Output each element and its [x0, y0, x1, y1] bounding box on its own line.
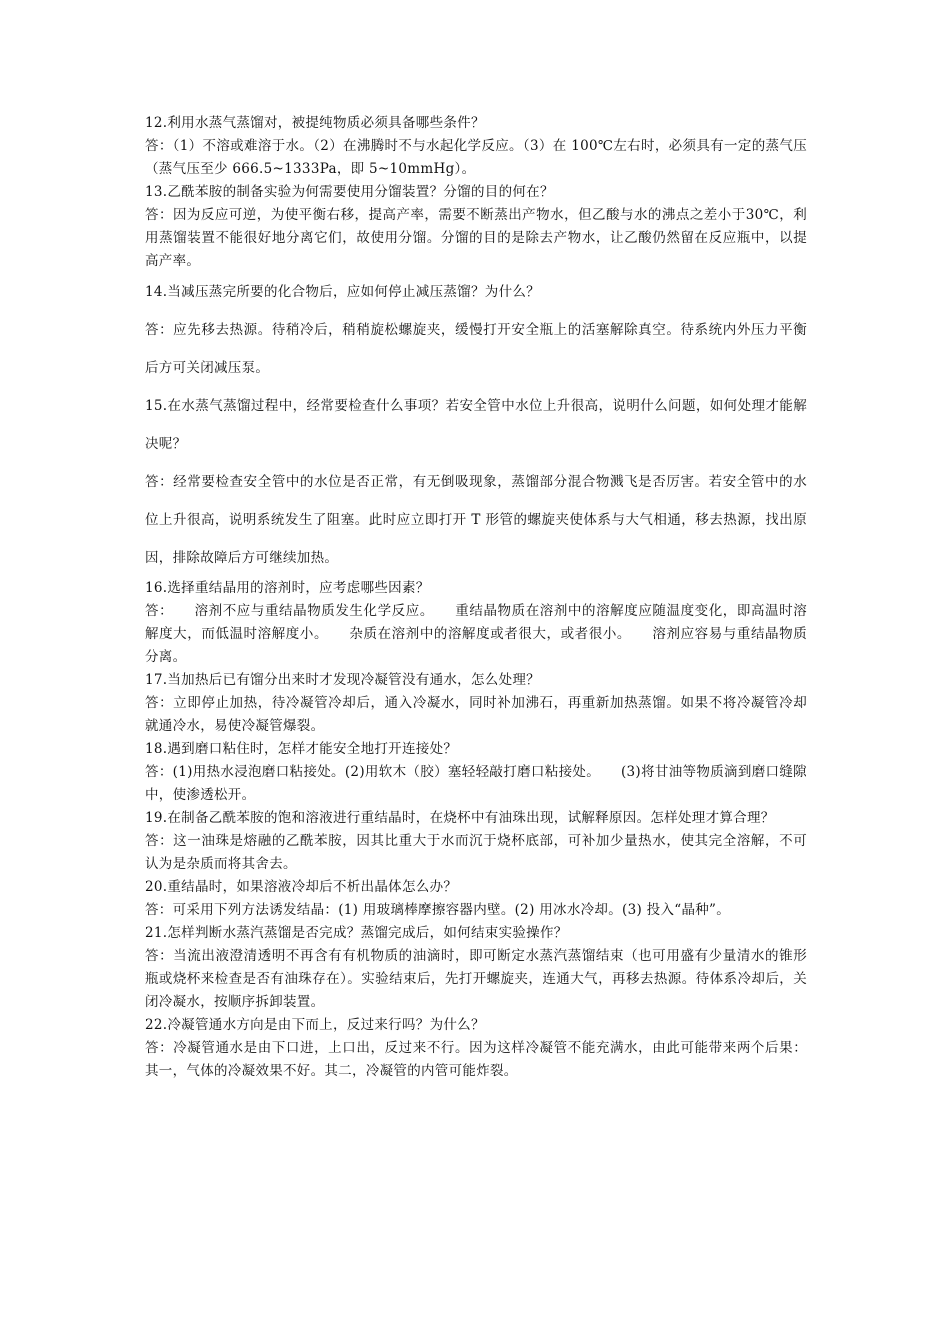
answer-text: 答：当流出液澄清透明不再含有有机物质的油滴时，即可断定水蒸汽蒸馏结束（也可用盛有少量清水的锥形瓶或烧杯来检查是否有油珠存在）。实验结束后，先打开螺旋夹，连通大气，再移去热源。待体系冷却后，关闭冷凝水，按顺序拆卸装置。	[145, 948, 807, 1010]
qa-item-15	[145, 387, 807, 577]
answer-text: 答： 溶剂不应与重结晶物质发生化学反应。 重结晶物质在溶剂中的溶解度应随温度变化，即高温时溶解度大，而低温时溶解度小。 杂质在溶剂中的溶解度或者很大，或者很小。 溶剂应容易与重结晶物质分离。	[145, 603, 807, 665]
answer-text: 答：这一油珠是熔融的乙酰苯胺，因其比重大于水而沉于烧杯底部，可补加少量热水，使其完全溶解，不可认为是杂质而将其舍去。	[145, 833, 807, 872]
qa-item-19	[145, 807, 807, 876]
qa-item-13	[145, 181, 807, 273]
question-text: 18.遇到磨口粘住时，怎样才能安全地打开连接处？	[145, 741, 458, 757]
question-text: 17.当加热后已有馏分出来时才发现冷凝管没有通水，怎么处理？	[145, 672, 540, 688]
qa-item-16	[145, 577, 807, 669]
question-text: 16.选择重结晶用的溶剂时，应考虑哪些因素？	[145, 580, 430, 596]
qa-item-17	[145, 669, 807, 738]
question-text: 13.乙酰苯胺的制备实验为何需要使用分馏装置？分馏的目的何在？	[145, 184, 554, 200]
qa-item-21	[145, 922, 807, 1014]
question-text: 12.利用水蒸气蒸馏对，被提纯物质必须具备哪些条件？	[145, 115, 485, 131]
qa-item-12	[145, 112, 807, 181]
qa-item-22	[145, 1014, 807, 1083]
answer-text: 答：可采用下列方法诱发结晶：(1) 用玻璃棒摩擦容器内壁。(2) 用冰水冷却。(3) 投入“晶种”。	[145, 902, 731, 918]
question-text: 15.在水蒸气蒸馏过程中，经常要检查什么事项？若安全管中水位上升很高，说明什么问题，如何处理才能解决呢？	[145, 398, 807, 452]
qa-item-18	[145, 738, 807, 807]
answer-text: 答：应先移去热源。待稍冷后，稍稍旋松螺旋夹，缓慢打开安全瓶上的活塞解除真空。待系统内外压力平衡后方可关闭减压泵。	[145, 322, 807, 376]
question-text: 20.重结晶时，如果溶液冷却后不析出晶体怎么办？	[145, 879, 458, 895]
question-text: 21.怎样判断水蒸汽蒸馏是否完成？蒸馏完成后，如何结束实验操作？	[145, 925, 568, 941]
document-page	[145, 112, 807, 1083]
answer-text: 答：立即停止加热，待冷凝管冷却后，通入冷凝水，同时补加沸石，再重新加热蒸馏。如果不将冷凝管冷却就通冷水，易使冷凝管爆裂。	[145, 695, 807, 734]
question-text: 19.在制备乙酰苯胺的饱和溶液进行重结晶时，在烧杯中有油珠出现，试解释原因。怎样处理才算合理？	[145, 810, 775, 826]
question-text: 22.冷凝管通水方向是由下而上，反过来行吗？为什么？	[145, 1017, 485, 1033]
answer-text: 答：(1)用热水浸泡磨口粘接处。(2)用软木（胶）塞轻轻敲打磨口粘接处。 (3)将甘油等物质滴到磨口缝隙中，使渗透松开。	[145, 764, 807, 803]
answer-text: 答：（1）不溶或难溶于水。（2）在沸腾时不与水起化学反应。（3）在 100℃左右时，必须具有一定的蒸气压（蒸气压至少 666.5~1333Pa，即 5~10mmHg）。	[145, 138, 807, 177]
qa-item-20	[145, 876, 807, 922]
qa-item-14	[145, 273, 807, 387]
answer-text: 答：经常要检查安全管中的水位是否正常，有无倒吸现象，蒸馏部分混合物溅飞是否厉害。若安全管中的水位上升很高，说明系统发生了阻塞。此时应立即打开 T 形管的螺旋夹使体系与大气相通，移去热源，找出原因，排除故障后方可继续加热。	[145, 474, 807, 566]
answer-text: 答：因为反应可逆，为使平衡右移，提高产率，需要不断蒸出产物水，但乙酸与水的沸点之差小于30℃，利用蒸馏装置不能很好地分离它们，故使用分馏。分馏的目的是除去产物水，让乙酸仍然留在反应瓶中，以提高产率。	[145, 207, 807, 269]
answer-text: 答：冷凝管通水是由下口进，上口出，反过来不行。因为这样冷凝管不能充满水，由此可能带来两个后果：其一，气体的冷凝效果不好。其二，冷凝管的内管可能炸裂。	[145, 1040, 807, 1079]
question-text: 14.当减压蒸完所要的化合物后，应如何停止减压蒸馏？为什么？	[145, 284, 540, 300]
